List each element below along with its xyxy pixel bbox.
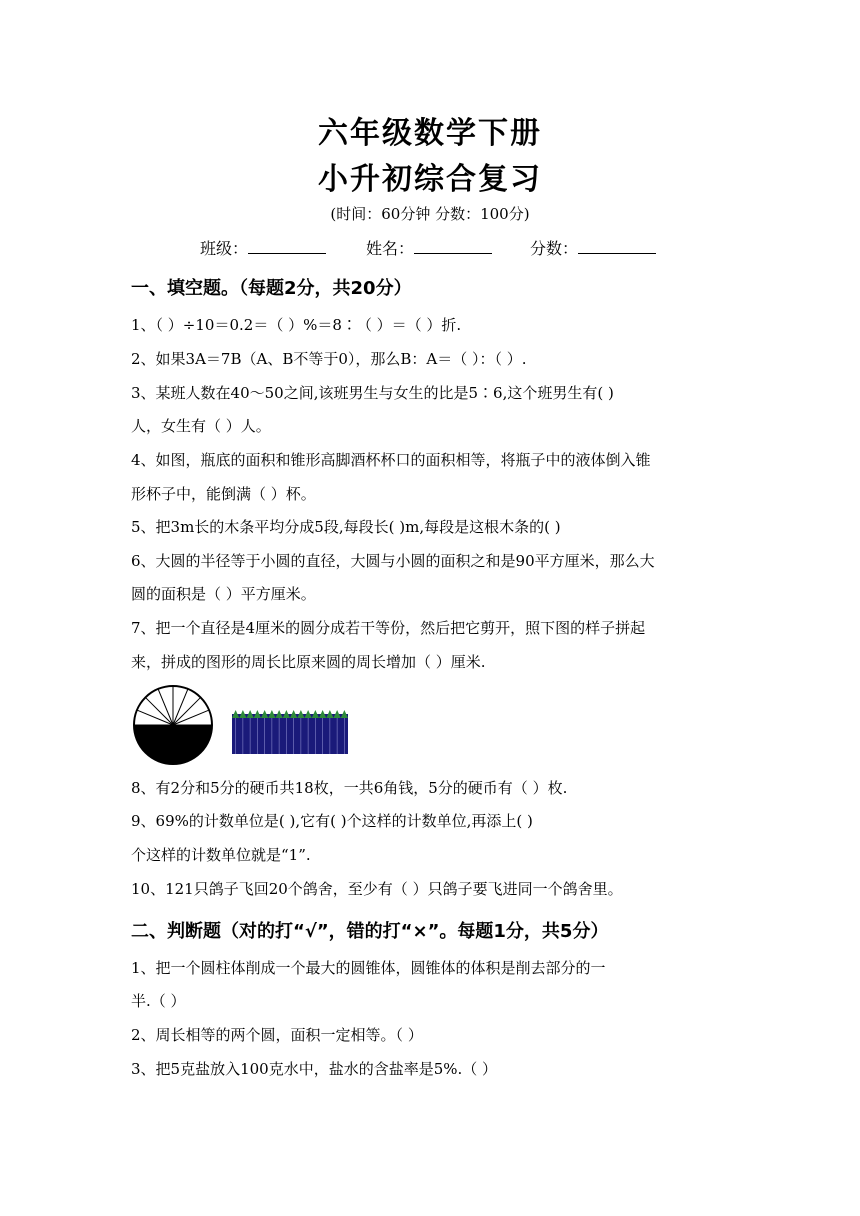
circle-spoke [145,697,173,725]
time-score-subtitle: (时间：60分钟 分数：100分) [330,205,530,223]
name-field[interactable] [366,236,492,259]
score-label: 分数： [530,239,579,258]
divided-circle-figure [130,684,216,766]
score-blank[interactable] [578,241,656,254]
title-line1: 六年级数学下册 [318,116,542,151]
score-field[interactable] [530,236,656,259]
q1-7-cont: 来，拼成的图形的周长比原来圆的周长增加（ ）厘米. [131,653,486,671]
class-label: 班级： [200,239,249,258]
q1-9-cont: 个这样的计数单位就是“1”. [131,846,311,864]
q1-2: 2、如果3A＝7B（A、B不等于0），那么B：A＝（ ）：（ ）. [131,350,527,368]
class-blank[interactable] [248,241,326,254]
q1-4: 4、如图，瓶底的面积和锥形高脚酒杯杯口的面积相等，将瓶子中的液体倒入锥 [131,451,651,469]
class-field[interactable] [200,236,326,259]
q2-1-cont: 半.（ ） [131,992,186,1010]
section1-heading: 一、填空题。（每题2分，共20分） [131,278,412,299]
circle-spoke [173,697,201,725]
section2-heading: 二、判断题（对的打“√”，错的打“×”。每题1分，共5分） [131,921,609,942]
q1-3: 3、某班人数在40～50之间,该班男生与女生的比是5∶6,这个班男生有( ) [131,384,614,402]
q1-10: 10、121只鸽子飞回20个鸽舍，至少有（ ）只鸽子要飞进同一个鸽舍里。 [131,880,623,898]
q2-3: 3、把5克盐放入100克水中，盐水的含盐率是5%.（ ） [131,1060,498,1078]
q2-1: 1、把一个圆柱体削成一个最大的圆锥体，圆锥体的体积是削去部分的一 [131,959,606,977]
q1-4-cont: 形杯子中，能倒满（ ）杯。 [131,485,316,503]
circle-lower-half [134,725,212,764]
q1-5: 5、把3m长的木条平均分成5段,每段长( )m,每段是这根木条的( ) [131,518,561,536]
q1-1: 1、（ ）÷10＝0.2＝（ ）%＝8∶（ ）＝（ ）折. [131,316,462,334]
q1-9: 9、69%的计数单位是( ),它有( )个这样的计数单位,再添上( ) [131,812,533,830]
q1-8: 8、有2分和5分的硬币共18枚，一共6角钱，5分的硬币有（ ）枚. [131,779,568,797]
title-line2: 小升初综合复习 [318,162,542,197]
q1-6: 6、大圆的半径等于小圆的直径，大圆与小圆的面积之和是90平方厘米，那么大 [131,552,655,570]
q1-6-cont: 圆的面积是（ ）平方厘米。 [131,585,316,603]
q2-2: 2、周长相等的两个圆，面积一定相等。（ ） [131,1026,423,1044]
strip-body [232,714,348,754]
rearranged-strip-figure [232,710,348,754]
name-label: 姓名： [366,239,415,258]
q1-7: 7、把一个直径是4厘米的圆分成若干等份，然后把它剪开，照下图的样子拼起 [131,619,646,637]
q1-3-cont: 人，女生有（ ）人。 [131,417,271,435]
name-blank[interactable] [414,241,492,254]
